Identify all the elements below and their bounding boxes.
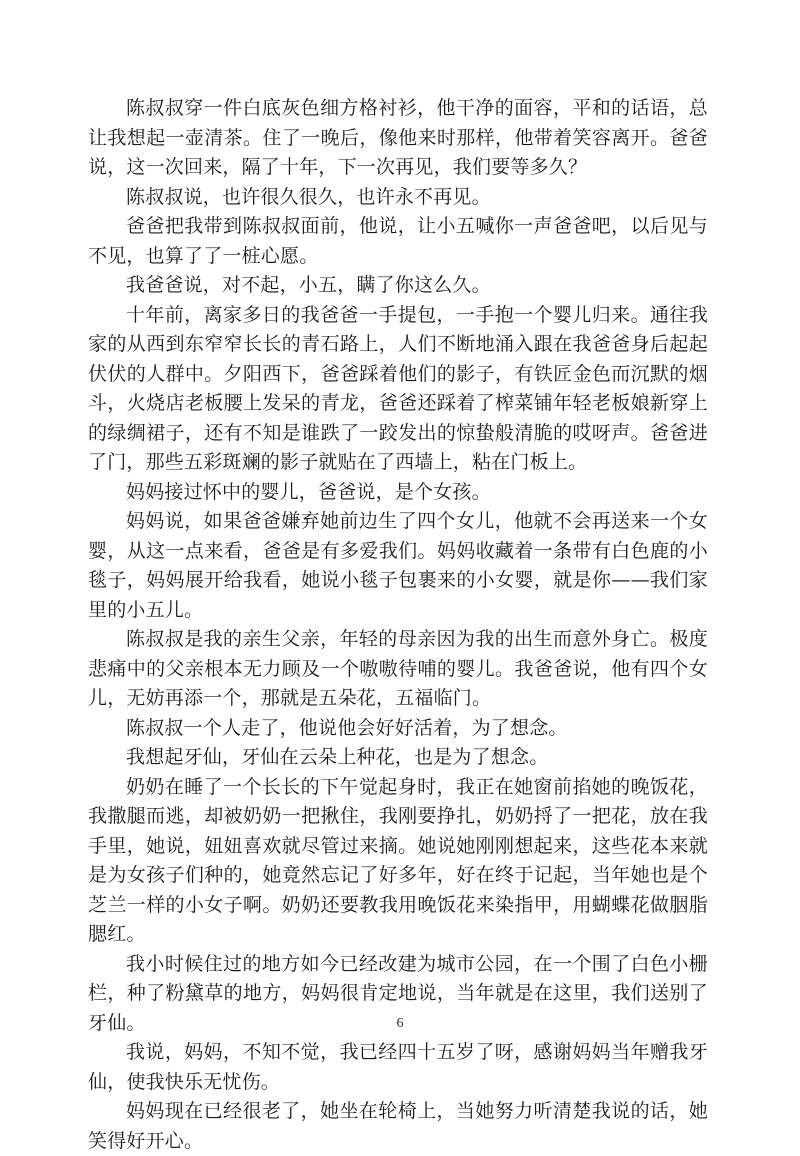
paragraph: 奶奶在睡了一个长长的下午觉起身时，我正在她窗前掐她的晚饭花，我撒腿而逃，却被奶奶一把揪住，我刚要挣扎，奶奶捋了一把花，放在我手里，她说，妞妞喜欢就尽管过来摘。她说她刚刚想起来，这些花本来就是为女孩子们种的，她竟然忘记了好多年，好在终于记起，当年她也是个芝兰一样的小女子啊。奶奶还要教我用晚饭花来染指甲，用蝴蝶花做胭脂腮红。 xyxy=(88,775,708,945)
paragraph: 我想起牙仙，牙仙在云朵上种花，也是为了想念。 xyxy=(126,746,549,768)
paragraph: 陈叔叔是我的亲生父亲，年轻的母亲因为我的出生而意外身亡。极度悲痛中的父亲根本无力顾及一个嗷嗷待哺的婴儿。我爸爸说，他有四个女儿，无妨再添一个，那就是五朵花，五福临门。 xyxy=(88,628,708,709)
paragraph: 爸爸把我带到陈叔叔面前，他说，让小五喊你一声爸爸吧，以后见与不见，也算了了一桩心愿。 xyxy=(88,215,708,267)
page-number: 6 xyxy=(396,1016,404,1031)
paragraph: 妈妈现在已经很老了，她坐在轮椅上，当她努力听清楚我说的话，她笑得好开心。 xyxy=(88,1100,708,1152)
paragraph: 我说，妈妈，不知不觉，我已经四十五岁了呀，感谢妈妈当年赠我牙仙，使我快乐无忧伤。 xyxy=(88,1041,708,1093)
paragraph: 我小时候住过的地方如今已经改建为城市公园，在一个围了白色小栅栏，种了粉黛草的地方，妈妈很肯定地说，当年就是在这里，我们送别了牙仙。 xyxy=(88,952,708,1034)
paragraph: 妈妈接过怀中的婴儿，爸爸说，是个女孩。 xyxy=(126,480,491,503)
paragraph: 陈叔叔穿一件白底灰色细方格衬衫，他干净的面容，平和的话语，总让我想起一壶清茶。住了一晚后，像他来时那样，他带着笑容离开。爸爸说，这一次回来，隔了十年，下一次再见，我们要等多久？ xyxy=(88,97,708,178)
body-text xyxy=(88,94,708,1156)
paragraph: 我爸爸说，对不起，小五，瞒了你这么久。 xyxy=(126,274,491,296)
paragraph: 十年前，离家多日的我爸爸一手提包，一手抱一个婴儿归来。通往我家的从西到东窄窄长长的青石路上，人们不断地涌入跟在我爸爸身后起起伏伏的人群中。夕阳西下，爸爸踩着他们的影子，有铁匠金色而沉默的烟斗，火烧店老板腰上发呆的青龙，爸爸还踩着了榨菜铺年轻老板娘新穿上的绿绸裙子，还有不知是谁跌了一跤发出的惊蛰般清脆的哎呀声。爸爸进了门，那些五彩斑斓的影子就贴在了西墙上，粘在门板上。 xyxy=(88,303,708,473)
paragraph: 陈叔叔一个人走了，他说他会好好活着，为了想念。 xyxy=(126,716,568,739)
paragraph: 妈妈说，如果爸爸嫌弃她前边生了四个女儿，他就不会再送来一个女婴，从这一点来看，爸爸是有多爱我们。妈妈收藏着一条带有白色鹿的小毯子，妈妈展开给我看，她说小毯子包裹来的小女婴，就是你——我们家里的小五儿。 xyxy=(88,510,708,621)
paragraph: 陈叔叔说，也许很久很久，也许永不再见。 xyxy=(126,185,491,208)
